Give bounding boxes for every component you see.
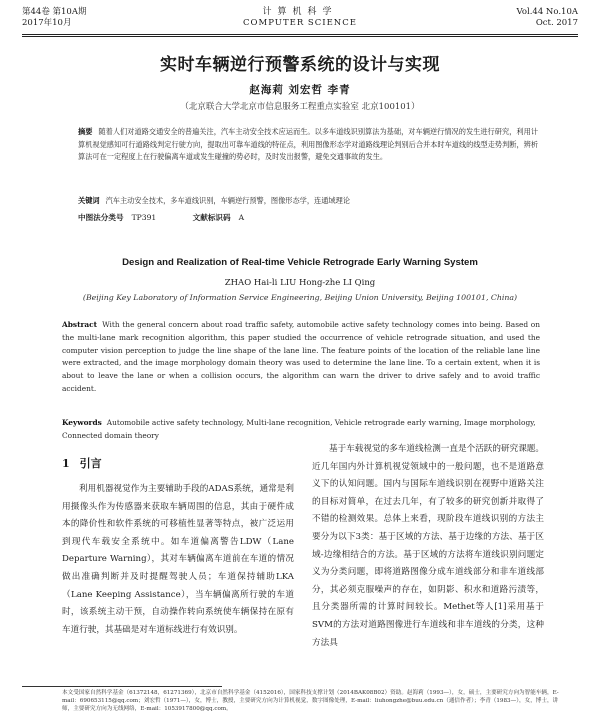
paper-title-cn: 实时车辆逆行预警系统的设计与实现 <box>160 55 440 75</box>
classification-cn <box>78 212 538 223</box>
header-rule-top <box>22 34 578 35</box>
abstract-en-text: With the general concern about road traffic safety, automobile active safety technology comes into being. Based on the multi-lane mark recognition algorithm, this paper studied the occurrence of vehicle retrograde situation, and used the computer vision perception to judge the line shape of the lane line. The feature points of the location of the reliable lane line were extracted, and the image morphology domain theory was used to determine the lane line. To a certain extent, when it is about to leave the lane or when a collision occurs, the algorithm can warn the driver to drive safely and to avoid traffic accident. <box>62 320 540 393</box>
abstract-cn <box>78 126 538 164</box>
doc-code-value: A <box>238 213 245 222</box>
affiliation-en: (Beijing Key Laboratory of Information Service Engineering, Beijing Union University, Beijing 100101, China) <box>82 293 518 302</box>
header-date-en: Oct. 2017 <box>535 18 578 28</box>
section-1-number: 1 <box>62 457 70 470</box>
keywords-en-text: Automobile active safety technology, Multi-lane recognition, Vehicle retrograde early warning, Image morphology, Connected domain theory <box>62 418 536 440</box>
affiliation-cn: （北京联合大学北京市信息服务工程重点实验室 北京100101） <box>180 102 420 112</box>
header-volume-cn: 第44卷 第10A期 <box>22 7 87 17</box>
paper-title-en: Design and Realization of Real-time Vehicle Retrograde Early Warning System <box>122 257 478 268</box>
keywords-cn-text: 汽车主动安全技术，多车道线识别，车辆逆行预警，图像形态学，连通域理论 <box>105 196 350 205</box>
footnote: 本文受国家自然科学基金（61372148，61271369），北京市自然科学基金（4152016），国家科技支撑计划（2014BAK08B02）资助。赵海莉（1993—），女，硕士，主要研究方向为智能车辆，E-mail：690653115@qq.com；刘宏哲（1971—），女，博士，教授，主要研究方向为计算机视觉，数字图像处理，E-mail：liuhongzhe@buu.edu.cn（通信作者）；李青（1983—），女，博士，讲师，主要研究方向为无线网络，E-mail：1053917800@qq.com。 <box>62 690 559 713</box>
section-1-heading <box>62 455 102 471</box>
doc-code-label: 文献标识码 <box>192 213 231 222</box>
header-date-cn: 2017年10月 <box>22 18 72 28</box>
clc-label: 中图法分类号 <box>78 213 124 222</box>
header-journal-block <box>22 7 578 29</box>
keywords-en <box>62 417 540 443</box>
clc-value: TP391 <box>131 213 157 222</box>
header-volume-en: Vol.44 No.10A <box>516 7 578 17</box>
keywords-cn-label: 关键词 <box>78 196 100 205</box>
header-journal-en: COMPUTER SCIENCE <box>243 18 357 28</box>
header-journal-cn: 计算机科学 <box>262 7 338 17</box>
body-column-right: 基于车载视觉的多车道线检测一直是个活跃的研究课题。近几年国内外计算机视觉领域中的一般问题，也不是道路意义下的认知问题。国内与国际车道线识别在视野中道路关注的目标对简单，在过去几年，有了较多的研究创新并取得了不错的检测效果。总体上来看，现阶段车道线识别的方法主要分为以下3类：基于区域的方法、基于边缘的方法、基于区域-边缘相结合的方法。基于区域的方法将车道线识别问题定义为分类问题，即将道路图像分成车道线部分和非车道线部分，其必须克服噪声的存在，如阴影、积水和道路污渍等，且分类器所需的计算时间较长。Methet等人[1]采用基于SVM的方法对道路图像进行车道线和非车道线的分类，这种方法具 <box>312 444 544 648</box>
footnote-rule <box>22 686 222 687</box>
abstract-cn-label: 摘要 <box>78 127 93 136</box>
authors-cn: 赵海莉 刘宏哲 李青 <box>249 84 351 96</box>
header-volume-en-block <box>517 7 578 29</box>
keywords-en-label: Keywords <box>62 418 102 427</box>
abstract-cn-text: 随着人们对道路交通安全的普遍关注，汽车主动安全技术应运而生。以多车道线识别算法为基础，对车辆逆行情况的发生进行研究，利用计算机视觉感知可行道路线判定行驶方向，提取出可靠车道线的特征点，利用图像形态学对道路线理论判别后合并本时车道线的线型走势判断，辨析算法可在一定程度上在行驶偏离车道或发生碰撞的势必时，及时发出报警，避免交通事故的发生。 <box>78 127 539 162</box>
abstract-en <box>62 319 540 396</box>
keywords-cn <box>78 196 538 206</box>
section-1-title: 引言 <box>79 457 102 470</box>
body-column-left: 利用机器视觉作为主要辅助手段的ADAS系统，通常是利用摄像头作为传感器来获取车辆周围的信息，其由于硬件成本的降价性和软件系统的可移植性显著等特点，被广泛运用到现代车载安全系统中。如车道偏离警告LDW（Lane Departure Warning），其对车辆偏离车道前在车道的情况做出准确判断并及时提醒驾驶人员；车道保持辅助LKA（Lane Keeping Assistance），当车辆偏离所行驶的车道时，该系统主动干预，自动操作转向系统使车辆保持在原有车道行驶，其基础是对车道标线进行有效识别。 <box>62 484 294 635</box>
header-rule-bottom <box>22 36 578 37</box>
abstract-en-label: Abstract <box>62 320 98 329</box>
authors-en: ZHAO Hai-li LIU Hong-zhe LI Qing <box>224 278 376 288</box>
